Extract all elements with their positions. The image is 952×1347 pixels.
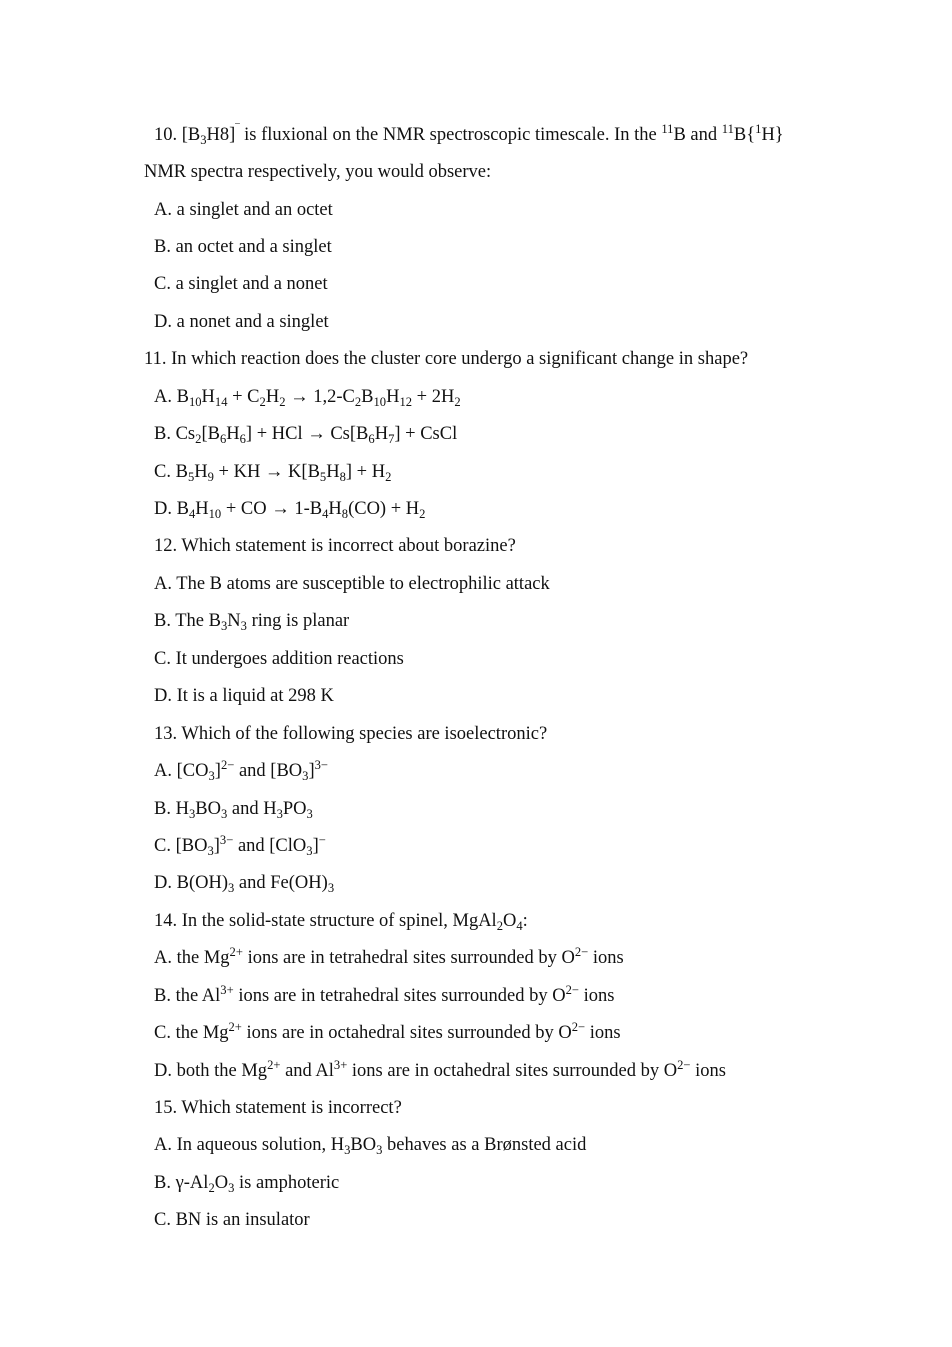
text-run: 15. Which statement is incorrect?: [154, 1098, 402, 1118]
question-14-stem: [154, 910, 528, 932]
text-run: 14. In the solid-state structure of spinel, MgAl: [154, 911, 497, 931]
text-run: and [ClO: [233, 836, 307, 856]
subscript: 3: [327, 880, 335, 895]
superscript: 2−: [677, 1058, 691, 1073]
text-run: B: [361, 387, 374, 407]
text-run: C. BN is an insulator: [154, 1210, 310, 1230]
text-run: is amphoteric: [234, 1173, 340, 1193]
text-run: B. an octet and a singlet: [154, 237, 332, 257]
subscript: 3: [220, 806, 228, 821]
text-run: H: [265, 387, 280, 407]
question-11-option-b: [154, 423, 457, 445]
subscript: 3: [306, 806, 313, 821]
text-run: and Al: [280, 1061, 334, 1081]
text-run: BO: [195, 799, 221, 819]
text-run: D. It is a liquid at 298 K: [154, 686, 334, 706]
text-run: and Fe(OH): [234, 873, 328, 893]
superscript: 2−: [220, 758, 235, 773]
subscript: 2: [354, 394, 362, 409]
subscript: 9: [207, 469, 214, 484]
text-run: is fluxional on the NMR spectroscopic timescale. In the: [239, 125, 662, 145]
superscript: 3−: [219, 833, 234, 848]
subscript: 3: [276, 806, 283, 821]
text-run: B. γ-Al: [154, 1173, 209, 1193]
text-run: B. The B: [154, 611, 221, 631]
question-14-option-a: [154, 947, 624, 969]
question-12-stem: [154, 535, 516, 557]
subscript: 3: [228, 880, 235, 895]
subscript: 7: [388, 431, 395, 446]
subscript: 10: [208, 506, 222, 521]
text-run: 12. Which statement is incorrect about borazine?: [154, 536, 516, 556]
subscript: 3: [188, 806, 196, 821]
text-run: B{: [733, 125, 756, 145]
question-15-option-a: [154, 1134, 586, 1156]
text-run: 11. In which reaction does the cluster core undergo a significant change in shape?: [144, 349, 749, 369]
question-10-stem: [154, 124, 784, 146]
text-run: A. B: [154, 387, 189, 407]
question-14-option-b: [154, 985, 614, 1007]
text-run: B and: [673, 125, 722, 145]
subscript: 10: [373, 394, 387, 409]
text-run: D. both the Mg: [154, 1061, 268, 1081]
question-15-stem: [154, 1097, 402, 1119]
text-run: C. [BO: [154, 836, 208, 856]
superscript: 1: [755, 122, 762, 137]
subscript: 2: [195, 431, 202, 446]
superscript: 2−: [565, 983, 579, 998]
subscript: 3: [207, 843, 214, 858]
question-12-option-b: [154, 610, 349, 632]
text-run: B. Cs: [154, 424, 196, 444]
question-13-option-b: [154, 798, 313, 820]
subscript: 3: [200, 132, 207, 147]
question-10-stem-continued: [144, 161, 491, 183]
subscript: 5: [319, 469, 327, 484]
text-run: + C: [227, 387, 260, 407]
subscript: 3: [220, 618, 228, 633]
subscript: 6: [368, 431, 375, 446]
subscript: 4: [322, 506, 329, 521]
subscript: 2: [385, 469, 392, 484]
text-run: + 2H: [412, 387, 455, 407]
text-run: ions: [578, 986, 615, 1006]
text-run: N: [227, 611, 241, 631]
text-run: C. It undergoes addition reactions: [154, 649, 404, 669]
text-run: and [BO: [234, 761, 303, 781]
text-run: H: [195, 499, 209, 519]
text-run: H: [386, 387, 400, 407]
text-run: and H: [227, 799, 277, 819]
subscript: 2: [419, 506, 426, 521]
text-run: C. B: [154, 462, 188, 482]
question-15-option-b: [154, 1172, 339, 1194]
superscript: 2+: [228, 1020, 242, 1035]
text-run: A. [CO: [154, 761, 209, 781]
text-run: ]: [213, 836, 220, 856]
text-run: H: [226, 424, 240, 444]
superscript: 2+: [229, 945, 243, 960]
superscript: 11: [721, 122, 734, 137]
text-run: H: [194, 462, 208, 482]
text-run: A. In aqueous solution, H: [154, 1135, 345, 1155]
text-run: ]: [308, 761, 315, 781]
text-run: NMR spectra respectively, you would observe:: [144, 162, 492, 182]
superscript: 2−: [574, 945, 589, 960]
subscript: 3: [376, 1142, 383, 1157]
subscript: 2: [454, 394, 461, 409]
question-13-option-d: [154, 872, 334, 894]
question-11-stem: [144, 348, 748, 370]
question-10-option-c: [154, 273, 328, 295]
text-run: ions: [588, 948, 624, 968]
subscript: 5: [187, 469, 195, 484]
question-13-option-a: [154, 760, 328, 782]
question-12-option-c: [154, 648, 404, 670]
text-run: H: [374, 424, 389, 444]
subscript: 4: [188, 506, 196, 521]
superscript: −: [318, 833, 326, 848]
question-14-option-d: [154, 1060, 726, 1082]
text-run: C. a singlet and a nonet: [154, 274, 328, 294]
text-run: ions: [690, 1061, 726, 1081]
text-run: ]: [312, 836, 319, 856]
question-10-option-d: [154, 311, 329, 333]
text-run: ]: [214, 761, 221, 781]
text-run: ions: [585, 1023, 621, 1043]
text-run: ] + HCl → Cs[B: [245, 424, 369, 444]
text-run: 13. Which of the following species are isoelectronic?: [154, 724, 548, 744]
subscript: 2: [259, 394, 266, 409]
text-run: ] + H: [345, 462, 386, 482]
text-run: B. H: [154, 799, 189, 819]
text-run: H}: [761, 125, 784, 145]
text-run: [B: [201, 424, 220, 444]
superscript: 11: [661, 122, 674, 137]
text-run: ring is planar: [246, 611, 350, 631]
text-run: 10. [B: [154, 125, 201, 145]
superscript: 2−: [571, 1020, 586, 1035]
superscript: 2+: [267, 1058, 281, 1073]
subscript: 2: [208, 1180, 215, 1195]
text-run: ions are in tetrahedral sites surrounded by O: [242, 948, 575, 968]
text-run: O: [214, 1173, 229, 1193]
question-11-option-a: [154, 386, 461, 408]
superscript: ‾: [235, 122, 240, 137]
text-run: + KH → K[B: [213, 462, 320, 482]
subscript: 8: [341, 506, 349, 521]
text-run: ions are in octahedral sites surrounded by O: [347, 1061, 678, 1081]
subscript: 2: [496, 918, 503, 933]
text-run: H: [326, 462, 340, 482]
subscript: 6: [219, 431, 227, 446]
text-run: PO: [282, 799, 307, 819]
text-run: + CO → 1-B: [221, 499, 323, 519]
text-run: D. B(OH): [154, 873, 228, 893]
question-11-option-d: [154, 498, 425, 520]
question-12-option-a: [154, 573, 550, 595]
text-run: ions are in octahedral sites surrounded by O: [241, 1023, 572, 1043]
question-11-option-c: [154, 461, 391, 483]
subscript: 6: [239, 431, 246, 446]
question-14-option-c: [154, 1022, 621, 1044]
subscript: 3: [228, 1180, 235, 1195]
subscript: 3: [240, 618, 247, 633]
subscript: 3: [302, 768, 309, 783]
subscript: 4: [516, 918, 523, 933]
text-run: A. The B atoms are susceptible to electrophilic attack: [154, 574, 550, 594]
text-run: C. the Mg: [154, 1023, 229, 1043]
question-12-option-d: [154, 685, 334, 707]
text-run: (CO) + H: [348, 499, 420, 519]
text-run: ] + CsCl: [394, 424, 458, 444]
subscript: 2: [279, 394, 286, 409]
text-run: ions are in tetrahedral sites surrounded by O: [233, 986, 566, 1006]
question-13-stem: [154, 723, 547, 745]
subscript: 3: [306, 843, 313, 858]
superscript: 3+: [220, 983, 234, 998]
subscript: 3: [344, 1142, 351, 1157]
subscript: 3: [208, 768, 215, 783]
text-run: D. a nonet and a singlet: [154, 312, 329, 332]
text-run: A. a singlet and an octet: [154, 200, 333, 220]
question-15-option-c: [154, 1209, 310, 1231]
question-10-option-a: [154, 199, 333, 221]
superscript: 3−: [314, 758, 329, 773]
text-run: D. B: [154, 499, 189, 519]
text-run: H8]: [206, 125, 236, 145]
question-10-option-b: [154, 236, 332, 258]
text-run: B. the Al: [154, 986, 221, 1006]
text-run: O: [503, 911, 517, 931]
text-run: A. the Mg: [154, 948, 230, 968]
text-run: BO: [350, 1135, 377, 1155]
question-13-option-c: [154, 835, 326, 857]
text-run: :: [522, 911, 528, 931]
subscript: 14: [214, 394, 228, 409]
subscript: 10: [188, 394, 202, 409]
subscript: 12: [399, 394, 413, 409]
text-run: → 1,2-C: [285, 387, 355, 407]
text-run: H: [201, 387, 215, 407]
superscript: 3+: [333, 1058, 348, 1073]
subscript: 8: [339, 469, 346, 484]
text-run: H: [328, 499, 342, 519]
text-run: behaves as a Brønsted acid: [382, 1135, 587, 1155]
